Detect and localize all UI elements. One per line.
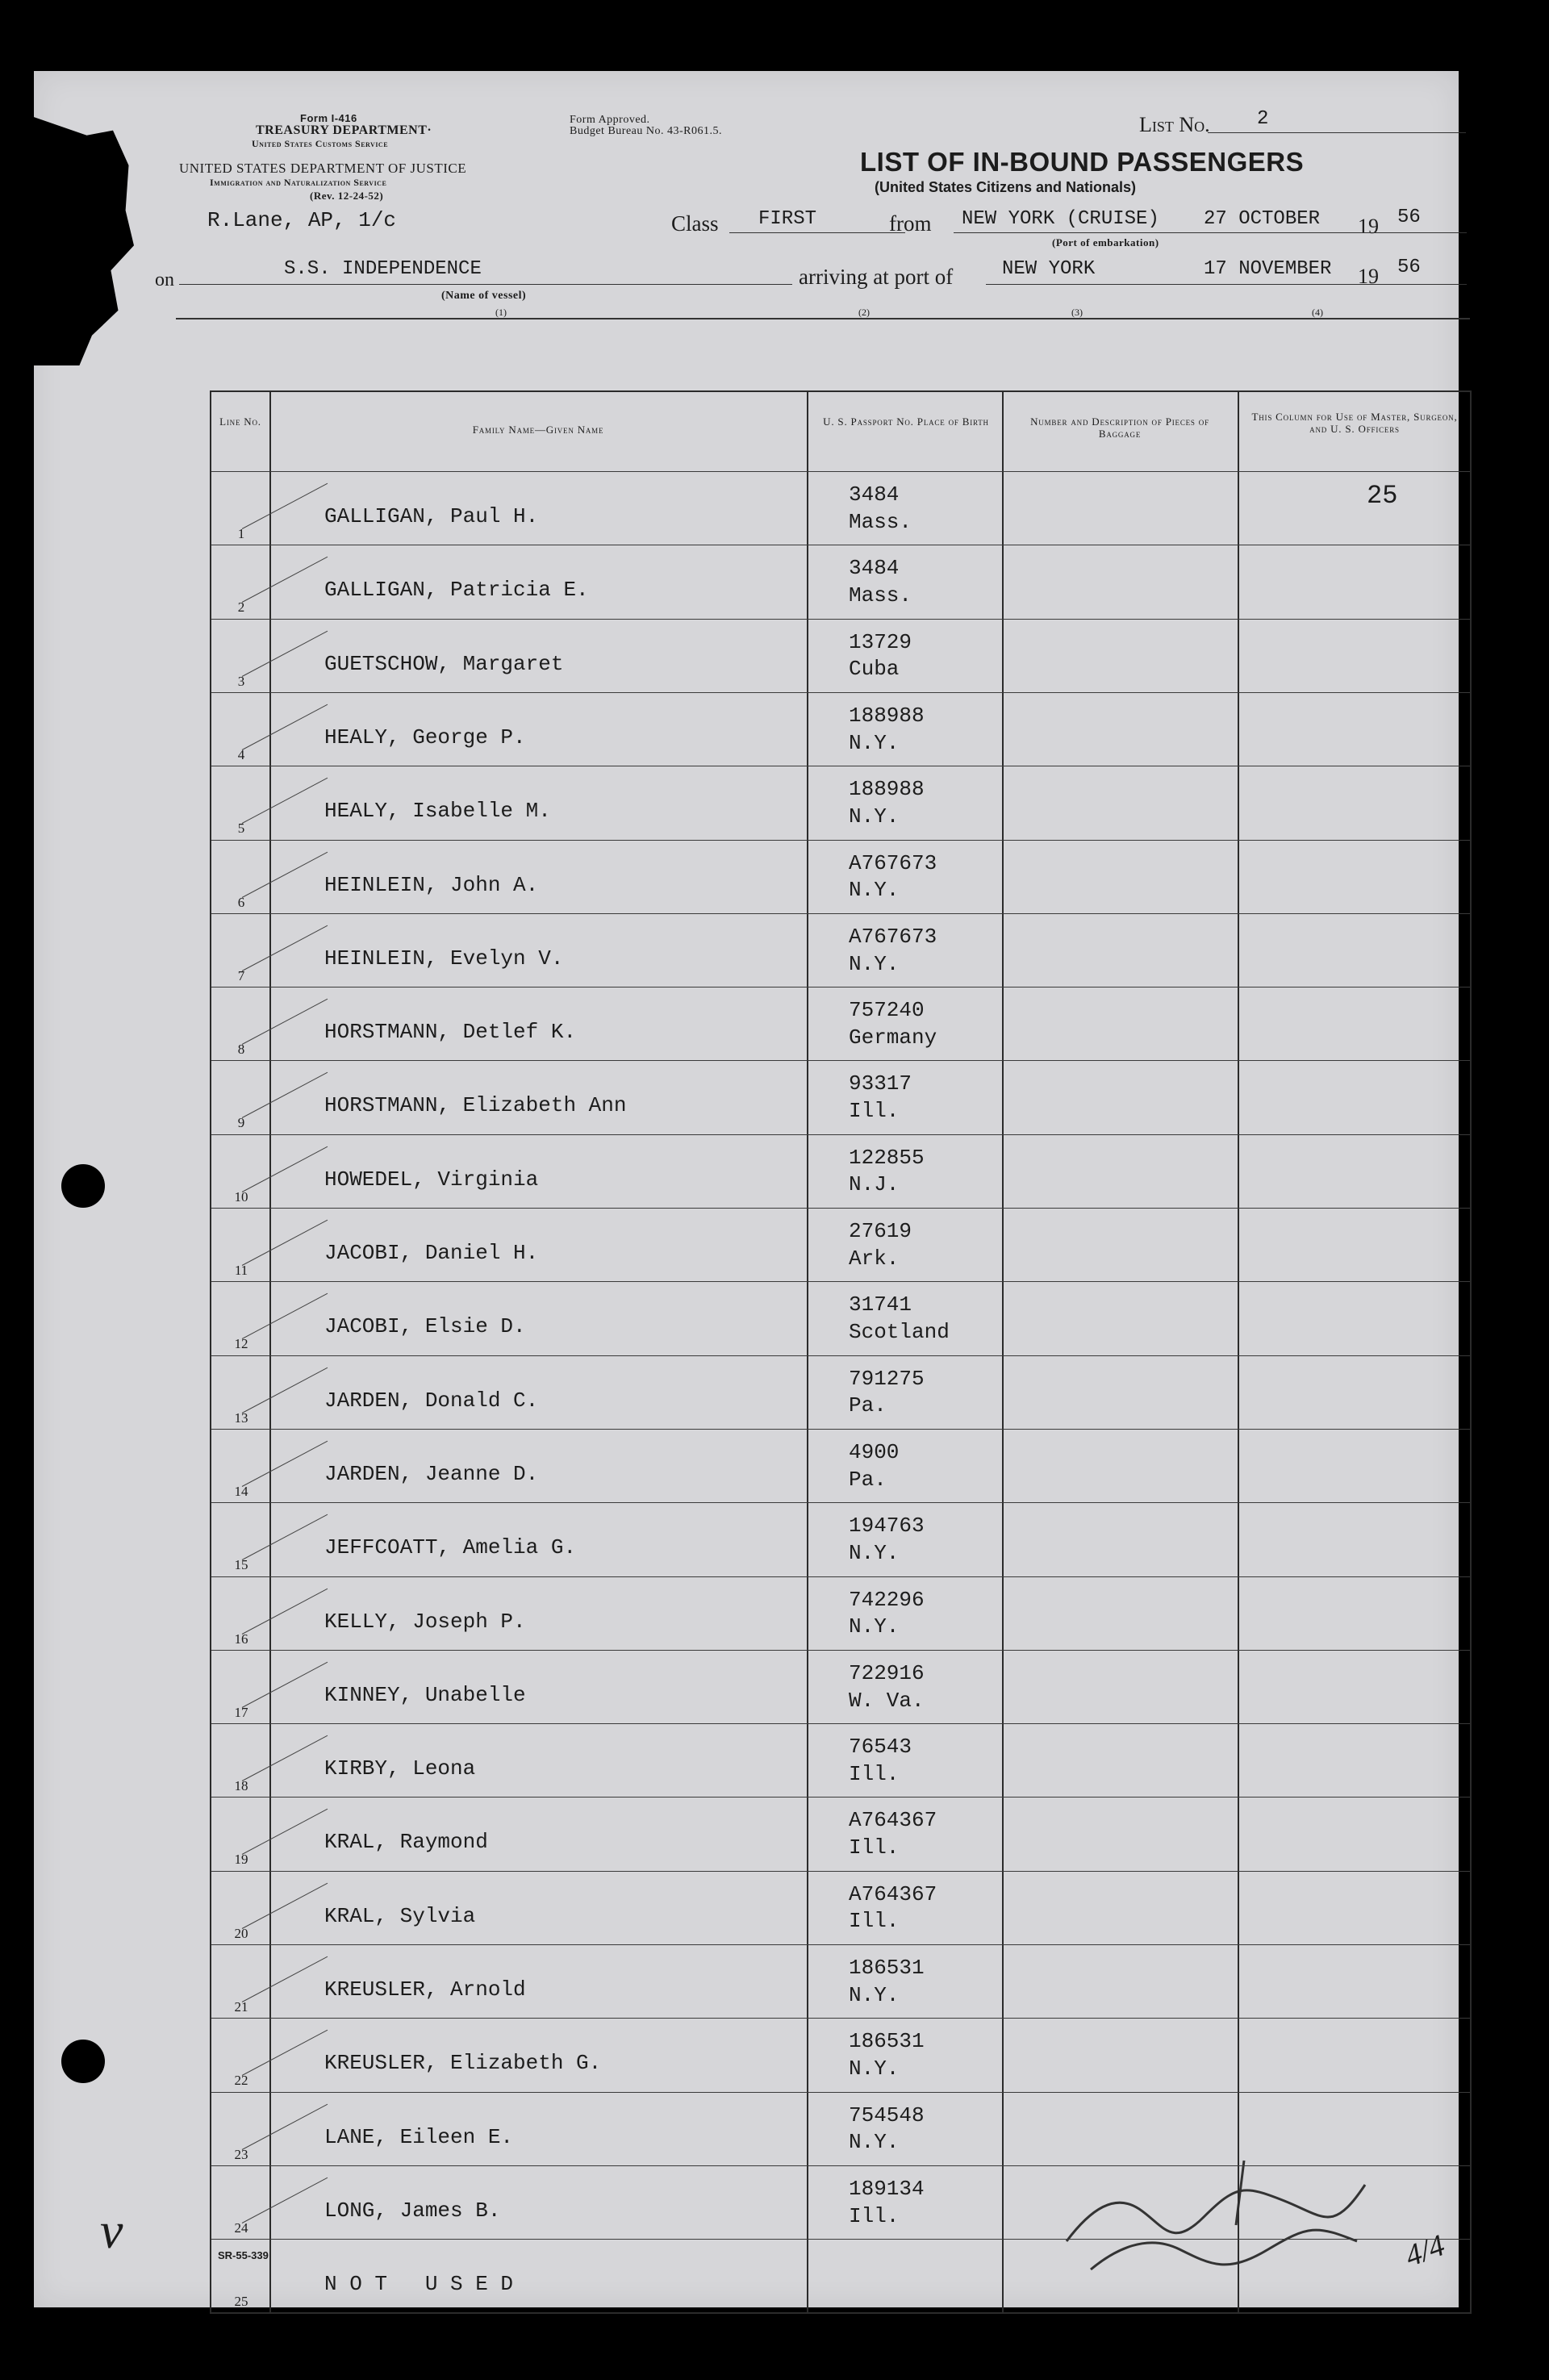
place-of-birth: N.Y. xyxy=(849,951,900,976)
check-tick xyxy=(242,1367,328,1413)
passenger-name: KRAL, Raymond xyxy=(324,1830,488,1855)
row-number: 18 xyxy=(234,1778,248,1794)
passenger-name: HORSTMANN, Elizabeth Ann xyxy=(324,1093,627,1118)
table-row xyxy=(211,1429,1470,1503)
passenger-table xyxy=(210,390,1472,2314)
check-tick xyxy=(242,999,328,1045)
passport-cell xyxy=(849,776,925,831)
place-of-birth: N.Y. xyxy=(849,2130,900,2155)
form-approved: Form Approved. xyxy=(570,114,650,126)
on-label: on xyxy=(155,269,174,290)
passport-cell xyxy=(849,1145,925,1200)
place-of-birth: Mass. xyxy=(849,583,912,608)
passenger-name: KIRBY, Leona xyxy=(324,1756,476,1781)
passport-number: 742296 xyxy=(849,1587,925,1612)
check-tick xyxy=(242,1220,328,1266)
check-tick xyxy=(242,1956,328,2002)
check-tick xyxy=(242,1293,328,1339)
list-no-value: 2 xyxy=(1257,108,1269,130)
place-of-birth: Ill. xyxy=(849,1099,900,1124)
check-tick xyxy=(242,1882,328,1928)
row-number: 3 xyxy=(237,673,245,689)
place-of-birth: Germany xyxy=(849,1025,937,1050)
check-tick xyxy=(242,1588,328,1634)
table-row xyxy=(211,2018,1470,2092)
passenger-name: JEFFCOATT, Amelia G. xyxy=(324,1535,577,1560)
check-tick xyxy=(242,483,328,529)
check-tick xyxy=(242,704,328,750)
passport-number: 189134 xyxy=(849,2176,925,2201)
page-subtitle: (United States Citizens and Nationals) xyxy=(875,179,1137,195)
year-prefix-1: 19 xyxy=(1358,215,1379,238)
passport-number: 188988 xyxy=(849,703,925,728)
row-number: 12 xyxy=(234,1336,248,1352)
passport-cell xyxy=(849,1734,912,1789)
arrival-year: 56 xyxy=(1397,257,1421,278)
passenger-name: KREUSLER, Elizabeth G. xyxy=(324,2051,602,2076)
passport-cell xyxy=(849,1071,912,1125)
row-number: 17 xyxy=(234,1704,248,1720)
place-of-birth: Ill. xyxy=(849,1761,900,1786)
check-tick xyxy=(242,1735,328,1781)
passport-number: 122855 xyxy=(849,1145,925,1170)
passport-cell xyxy=(849,1218,912,1273)
passport-number: A764367 xyxy=(849,1808,937,1833)
table-row xyxy=(211,1281,1470,1355)
table-row xyxy=(211,2239,1470,2313)
col-num-4: (4) xyxy=(1312,307,1323,318)
passport-cell xyxy=(849,1439,899,1494)
check-tick xyxy=(242,2177,328,2223)
passenger-name: HEALY, Isabelle M. xyxy=(324,799,551,824)
check-tick xyxy=(242,1809,328,1855)
check-tick xyxy=(242,925,328,971)
place-of-birth: N.Y. xyxy=(849,2056,900,2081)
row-number: 23 xyxy=(234,2146,248,2162)
passenger-name: JARDEN, Donald C. xyxy=(324,1388,539,1413)
page-title: LIST OF IN-BOUND PASSENGERS xyxy=(860,147,1305,177)
check-tick xyxy=(242,557,328,603)
place-of-birth: Ill. xyxy=(849,2203,900,2228)
passenger-name: HORSTMANN, Detlef K. xyxy=(324,1020,577,1045)
row-number: 15 xyxy=(234,1557,248,1573)
embark-port: NEW YORK (CRUISE) xyxy=(962,208,1159,230)
passenger-name: GUETSCHOW, Margaret xyxy=(324,651,564,676)
check-tick xyxy=(242,630,328,676)
place-of-birth: Ark. xyxy=(849,1246,900,1271)
table-row xyxy=(211,1502,1470,1576)
place-of-birth: W. Va. xyxy=(849,1688,925,1713)
justice-department: UNITED STATES DEPARTMENT OF JUSTICE xyxy=(179,161,467,176)
passport-number: 186531 xyxy=(849,1956,925,1980)
immigration-service: Immigration and Naturalization Service xyxy=(210,177,387,188)
table-row xyxy=(211,1576,1470,1651)
check-tick xyxy=(242,778,328,824)
list-no-label: List No. xyxy=(1139,113,1210,136)
passport-number: 13729 xyxy=(849,629,912,654)
revision-date: (Rev. 12-24-52) xyxy=(310,190,384,202)
passport-cell xyxy=(849,997,937,1052)
passenger-name: HEALY, George P. xyxy=(324,724,526,749)
header-passport: U. S. Passport No. Place of Birth xyxy=(823,415,989,428)
row-number: 5 xyxy=(237,820,245,837)
place-of-birth: N.Y. xyxy=(849,878,900,903)
vessel-name: S.S. INDEPENDENCE xyxy=(284,258,482,280)
passport-cell xyxy=(849,1955,925,2010)
passport-number: 4900 xyxy=(849,1439,900,1464)
form-number: Form I-416 xyxy=(300,112,357,124)
passport-cell xyxy=(849,1881,937,1936)
table-row xyxy=(211,913,1470,987)
treasury-department: TREASURY DEPARTMENT· xyxy=(256,123,432,137)
from-label: from xyxy=(889,211,932,236)
passport-number: A764367 xyxy=(849,1881,937,1906)
embark-date: 27 OCTOBER xyxy=(1204,208,1321,230)
passport-number: 194763 xyxy=(849,1514,925,1539)
passenger-name: GALLIGAN, Patricia E. xyxy=(324,578,589,603)
table-row xyxy=(211,2092,1470,2166)
form-code: SR-55-339 xyxy=(218,2249,269,2261)
check-tick xyxy=(242,1146,328,1192)
passport-number: 754548 xyxy=(849,2102,925,2127)
table-row xyxy=(211,1944,1470,2019)
passenger-name: KREUSLER, Arnold xyxy=(324,1977,526,2002)
passport-number: 27619 xyxy=(849,1219,912,1243)
embark-year: 56 xyxy=(1397,207,1421,228)
table-row xyxy=(211,1650,1470,1724)
place-of-birth: N.Y. xyxy=(849,1982,900,2007)
col-num-1: (1) xyxy=(495,307,507,318)
row-number: 2 xyxy=(237,599,245,616)
passport-number: 76543 xyxy=(849,1735,912,1760)
place-of-birth: Ill. xyxy=(849,1835,900,1860)
port-embark-label: (Port of embarkation) xyxy=(1052,236,1159,248)
table-row xyxy=(211,1355,1470,1430)
budget-bureau: Budget Bureau No. 43-R061.5. xyxy=(570,125,722,137)
place-of-birth: Pa. xyxy=(849,1467,887,1492)
row-number: 4 xyxy=(237,746,245,762)
place-of-birth: Cuba xyxy=(849,657,900,682)
passport-number: A767673 xyxy=(849,850,937,875)
table-row xyxy=(211,545,1470,619)
passenger-name: HOWEDEL, Virginia xyxy=(324,1167,539,1192)
officer-note: 25 xyxy=(1367,481,1398,511)
table-row xyxy=(211,1871,1470,1945)
passport-number: 3484 xyxy=(849,556,900,581)
passport-number: 722916 xyxy=(849,1660,925,1685)
table-row xyxy=(211,766,1470,840)
passport-cell xyxy=(849,1513,925,1568)
passenger-name: JACOBI, Daniel H. xyxy=(324,1241,539,1265)
passport-number: 31741 xyxy=(849,1292,912,1317)
passport-cell xyxy=(849,555,912,610)
passport-cell xyxy=(849,850,937,905)
passenger-name: JARDEN, Jeanne D. xyxy=(324,1461,539,1486)
row-number: 22 xyxy=(234,2073,248,2089)
passport-number: 757240 xyxy=(849,998,925,1023)
table-row xyxy=(211,471,1470,545)
check-tick xyxy=(242,1514,328,1560)
row-number: 10 xyxy=(234,1188,248,1205)
margin-check-mark: v xyxy=(100,2202,123,2259)
table-row xyxy=(211,1060,1470,1134)
place-of-birth: N.J. xyxy=(849,1172,900,1197)
passport-cell xyxy=(849,1660,925,1715)
passport-cell xyxy=(849,924,937,979)
table-row xyxy=(211,692,1470,766)
place-of-birth: Scotland xyxy=(849,1320,950,1345)
passport-number: 93317 xyxy=(849,1071,912,1096)
passenger-name: LONG, James B. xyxy=(324,2198,501,2223)
row-number: 25 xyxy=(234,2294,248,2310)
arrival-date: 17 NOVEMBER xyxy=(1204,258,1332,280)
arriving-label: arriving at port of xyxy=(799,265,954,289)
passport-cell xyxy=(849,629,912,684)
row-number: 6 xyxy=(237,894,245,910)
place-of-birth: N.Y. xyxy=(849,1540,900,1565)
check-tick xyxy=(242,2030,328,2076)
row-number: 16 xyxy=(234,1631,248,1647)
col-num-2: (2) xyxy=(858,307,870,318)
row-number: 11 xyxy=(234,1263,248,1278)
place-of-birth: Pa. xyxy=(849,1393,887,1418)
place-of-birth: N.Y. xyxy=(849,1614,900,1639)
table-row xyxy=(211,840,1470,914)
row-number: 24 xyxy=(234,2219,248,2236)
punch-hole xyxy=(61,2040,105,2083)
passport-number: 186531 xyxy=(849,2029,925,2054)
passport-cell xyxy=(849,1292,950,1347)
year-prefix-2: 19 xyxy=(1358,265,1379,288)
passport-cell xyxy=(849,482,912,537)
passenger-name: GALLIGAN, Paul H. xyxy=(324,504,539,528)
page-count-mark: 4/4 xyxy=(1401,2228,1450,2274)
punch-hole xyxy=(61,1164,105,1208)
passport-cell xyxy=(849,1366,925,1421)
row-number: 14 xyxy=(234,1483,248,1499)
passport-number: 3484 xyxy=(849,482,900,507)
check-tick xyxy=(242,1662,328,1708)
passport-number: 791275 xyxy=(849,1366,925,1391)
passport-cell xyxy=(849,1807,937,1862)
row-number: 20 xyxy=(234,1925,248,1941)
table-row xyxy=(211,2165,1470,2240)
row-number: 19 xyxy=(234,1852,248,1868)
place-of-birth: Ill. xyxy=(849,1909,900,1934)
check-tick xyxy=(242,1072,328,1118)
arrival-port: NEW YORK xyxy=(1002,258,1096,280)
row-number: 13 xyxy=(234,1409,248,1426)
passenger-name: HEINLEIN, John A. xyxy=(324,872,539,897)
document-page xyxy=(34,71,1459,2310)
passport-number: A767673 xyxy=(849,924,937,949)
class-label: Class xyxy=(671,211,719,236)
table-row xyxy=(211,987,1470,1061)
col-num-3: (3) xyxy=(1071,307,1083,318)
row-number: 8 xyxy=(237,1042,245,1058)
passport-cell xyxy=(849,703,925,758)
class-value: FIRST xyxy=(758,208,817,230)
row-number: 9 xyxy=(237,1115,245,1131)
place-of-birth: Mass. xyxy=(849,509,912,534)
agent-name: R.Lane, AP, 1/c xyxy=(207,208,397,232)
passenger-name: HEINLEIN, Evelyn V. xyxy=(324,946,564,971)
passenger-name: KRAL, Sylvia xyxy=(324,1903,476,1928)
torn-corner xyxy=(29,115,134,365)
table-row xyxy=(211,619,1470,693)
row-number: 7 xyxy=(237,967,245,983)
passport-cell xyxy=(849,2028,925,2083)
table-row xyxy=(211,1208,1470,1282)
passenger-name: KELLY, Joseph P. xyxy=(324,1609,526,1634)
check-tick xyxy=(242,1441,328,1487)
table-row xyxy=(211,1797,1470,1871)
passport-cell xyxy=(849,1587,925,1642)
table-row xyxy=(211,1723,1470,1798)
header-officers: This Column for Use of Master, Surgeon, and U. S. Officers xyxy=(1251,411,1458,435)
place-of-birth: N.Y. xyxy=(849,804,900,829)
row-number: 1 xyxy=(237,526,245,541)
table-row xyxy=(211,1134,1470,1209)
passenger-name: KINNEY, Unabelle xyxy=(324,1682,526,1707)
check-tick xyxy=(242,851,328,897)
vessel-label: (Name of vessel) xyxy=(441,290,527,302)
passenger-name: N O T U S E D xyxy=(324,2272,514,2297)
check-tick xyxy=(242,2103,328,2149)
header-line-no: Line No. xyxy=(219,415,261,428)
passport-cell xyxy=(849,2102,925,2157)
header-baggage: Number and Description of Pieces of Baggage xyxy=(1030,415,1209,440)
customs-service: United States Customs Service xyxy=(252,138,389,149)
passport-cell xyxy=(849,2176,925,2231)
place-of-birth: N.Y. xyxy=(849,730,900,755)
row-number: 21 xyxy=(234,1999,248,2015)
passenger-name: LANE, Eileen E. xyxy=(324,2124,514,2149)
header-family-name: Family Name—Given Name xyxy=(472,424,604,436)
passport-number: 188988 xyxy=(849,777,925,802)
passenger-name: JACOBI, Elsie D. xyxy=(324,1314,526,1339)
